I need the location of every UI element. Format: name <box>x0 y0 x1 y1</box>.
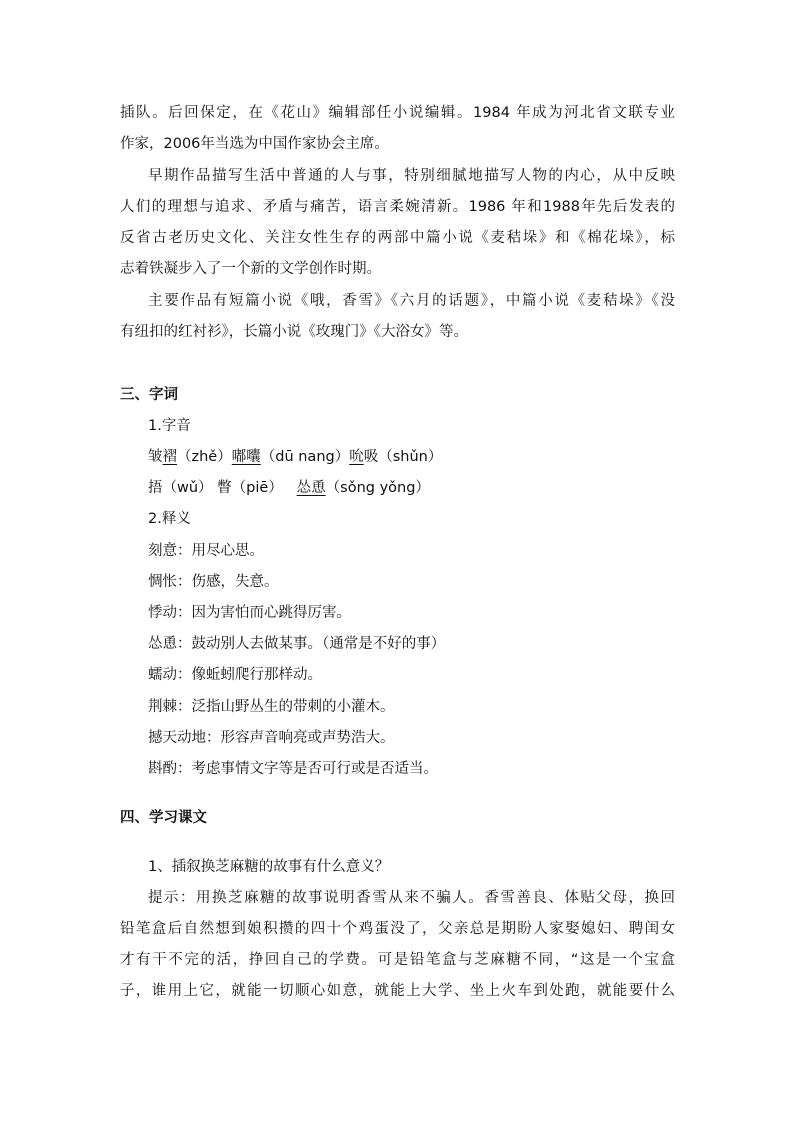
answer-text-line: 提示：用换芝麻糖的故事说明香雪从来不骗人。香雪善良、体贴父母，换回 <box>148 890 675 906</box>
subheading-pronunciation: 1.字音 <box>148 418 191 434</box>
definition-item: 撼天动地：形容声音响亮或声势浩大。 <box>148 730 395 746</box>
pron-word: 皱 <box>148 449 163 465</box>
answer-text-line: 才有干不完的活，挣回自己的学费。可是铅笔盒与芝麻糖不同，“这是一个宝盒 <box>120 952 675 968</box>
definition-item: 悸动：因为害怕而心跳得厉害。 <box>148 605 351 621</box>
answer-text-line: 铅笔盒后自然想到娘积攒的四十个鸡蛋没了，父亲总是期盼人家娶媳妇、聘闺女 <box>120 921 675 937</box>
bio-text-line: 反省古老历史文化、关注女性生存的两部中篇小说《麦秸垛》和《棉花垛》，标 <box>120 230 675 246</box>
definition-item: 惆怅：伤感，失意。 <box>148 574 279 590</box>
pron-word-underlined: 褶 <box>162 449 177 465</box>
bio-text-line: 有纽扣的红衬衫》，长篇小说《玫瑰门》《大浴女》等。 <box>120 324 468 340</box>
pron-word: 吸 <box>363 449 379 465</box>
definition-item: 怂恿：鼓动别人去做某事。（通常是不好的事） <box>148 636 446 652</box>
bio-text-line: 早期作品描写生活中普通的人与事，特别细腻地描写人物的内心，从中反映 <box>148 168 675 184</box>
pronunciation-line <box>148 478 794 498</box>
pron-pinyin: （shǔn） <box>378 449 443 465</box>
pron-pinyin: （dū nang） <box>260 449 350 465</box>
definition-item: 刻意：用尽心思。 <box>148 543 264 559</box>
pron-word-underlined: 怂恿 <box>296 480 326 496</box>
pron-pinyin: （sǒng yǒng） <box>325 480 430 496</box>
pron-pinyin: （zhě） <box>177 449 232 465</box>
subheading-definitions: 2.释义 <box>148 511 191 527</box>
definition-item: 斟酌：考虑事情文字等是否可行或是否适当。 <box>148 761 438 777</box>
bio-text-line: 人们的理想与追求、矛盾与痛苦，语言柔婉清新。1986 年和1988年先后发表的 <box>120 199 675 215</box>
question-item: 1、插叙换芝麻糖的故事有什么意义？ <box>148 859 390 875</box>
answer-text-line: 子，谁用上它，就能一切顺心如意，就能上大学、坐上火车到处跑，就能要什么 <box>120 983 675 999</box>
pron-word-underlined: 嘟囔 <box>231 449 261 465</box>
pron-word-underlined: 吮 <box>349 449 364 465</box>
pron-word: 捂（wǔ） <box>148 480 213 496</box>
definition-item: 荆棘：泛指山野丛生的带刺的小灌木。 <box>148 699 395 715</box>
section-heading-study-text: 四、学习课文 <box>120 810 207 826</box>
bio-text-line: 插队。后回保定，在《花山》编辑部任小说编辑。1984 年成为河北省文联专业 <box>120 105 675 121</box>
bio-text-line: 作家，2006年当选为中国作家协会主席。 <box>120 136 389 152</box>
bio-text-line: 志着铁凝步入了一个新的文学创作时期。 <box>120 261 381 277</box>
definition-item: 蠕动：像蚯蚓爬行那样动。 <box>148 667 322 683</box>
bio-text-line: 主要作品有短篇小说《哦，香雪》《六月的话题》，中篇小说《麦秸垛》《没 <box>148 293 675 309</box>
pronunciation-line <box>148 447 794 467</box>
pron-word: 瞥（piē） <box>217 480 283 496</box>
section-heading-vocabulary: 三、字词 <box>120 387 178 403</box>
